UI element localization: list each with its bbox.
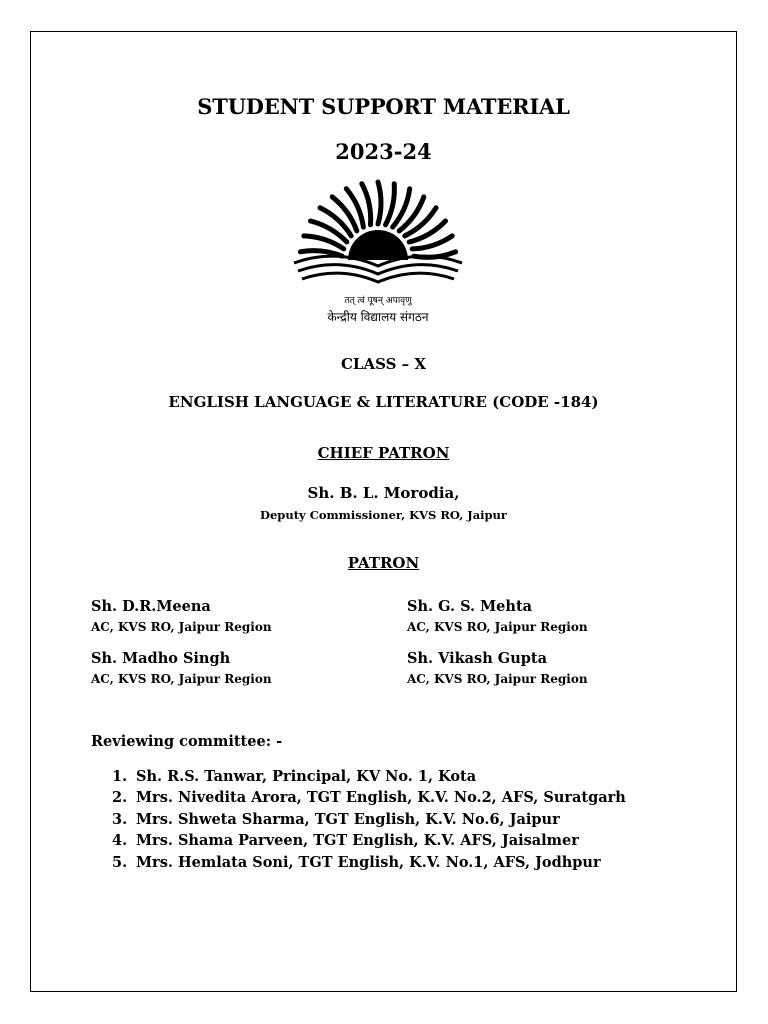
list-item bbox=[112, 766, 626, 787]
member-text: Sh. R.S. Tanwar, Principal, KV No. 1, Kota bbox=[136, 768, 477, 785]
list-item bbox=[112, 787, 626, 808]
patron-name: Sh. Vikash Gupta bbox=[407, 650, 547, 667]
subject-label: ENGLISH LANGUAGE & LITERATURE (CODE -184) bbox=[168, 393, 599, 411]
member-text: Mrs. Shweta Sharma, TGT English, K.V. No.6, Jaipur bbox=[136, 810, 560, 828]
logo-motto: तत् त्वं पूषन् अपावृणु bbox=[344, 296, 412, 306]
patron-role: AC, KVS RO, Jaipur Region bbox=[91, 672, 272, 686]
patron-role: AC, KVS RO, Jaipur Region bbox=[407, 620, 588, 634]
list-number: 4. bbox=[112, 832, 128, 850]
patron-name: Sh. D.R.Meena bbox=[91, 598, 211, 615]
chief-patron-role: Deputy Commissioner, KVS RO, Jaipur bbox=[260, 508, 507, 522]
list-number: 3. bbox=[112, 810, 128, 828]
patron-entry bbox=[407, 650, 588, 687]
list-number: 1. bbox=[112, 768, 128, 785]
sun-ray bbox=[304, 236, 344, 249]
patron-role: AC, KVS RO, Jaipur Region bbox=[407, 672, 588, 686]
reviewing-committee-list bbox=[112, 766, 626, 873]
rising-sun-icon bbox=[348, 230, 408, 260]
member-text: Mrs. Shama Parveen, TGT English, K.V. AFS, Jaisalmer bbox=[136, 832, 579, 850]
list-number: 5. bbox=[112, 853, 128, 871]
patron-entry bbox=[407, 598, 588, 635]
patron-entry bbox=[91, 650, 272, 687]
reviewing-committee-heading: Reviewing committee: - bbox=[91, 733, 283, 750]
chief-patron-name: Sh. B. L. Morodia, bbox=[307, 484, 460, 502]
logo-organization: केन्द्रीय विद्यालय संगठन bbox=[327, 310, 429, 324]
class-label: CLASS – X bbox=[340, 355, 427, 373]
member-text: Mrs. Hemlata Soni, TGT English, K.V. No.1, AFS, Jodhpur bbox=[136, 853, 601, 871]
kvs-logo-icon bbox=[288, 178, 468, 328]
patron-name: Sh. G. S. Mehta bbox=[407, 598, 533, 615]
document-title: STUDENT SUPPORT MATERIAL bbox=[197, 94, 570, 119]
patron-role: AC, KVS RO, Jaipur Region bbox=[91, 620, 272, 634]
patron-heading: PATRON bbox=[347, 554, 420, 572]
member-text: Mrs. Nivedita Arora, TGT English, K.V. No.2, AFS, Suratgarh bbox=[136, 789, 626, 807]
list-number: 2. bbox=[112, 789, 128, 807]
list-item bbox=[112, 830, 626, 851]
sun-ray bbox=[378, 182, 381, 224]
sun-ray bbox=[386, 184, 395, 225]
patron-entry bbox=[91, 598, 272, 635]
open-book-icon bbox=[294, 256, 462, 282]
list-item bbox=[112, 852, 626, 873]
list-item bbox=[112, 809, 626, 830]
chief-patron-heading: CHIEF PATRON bbox=[317, 444, 450, 462]
academic-year: 2023-24 bbox=[335, 139, 432, 164]
patron-name: Sh. Madho Singh bbox=[91, 650, 231, 667]
